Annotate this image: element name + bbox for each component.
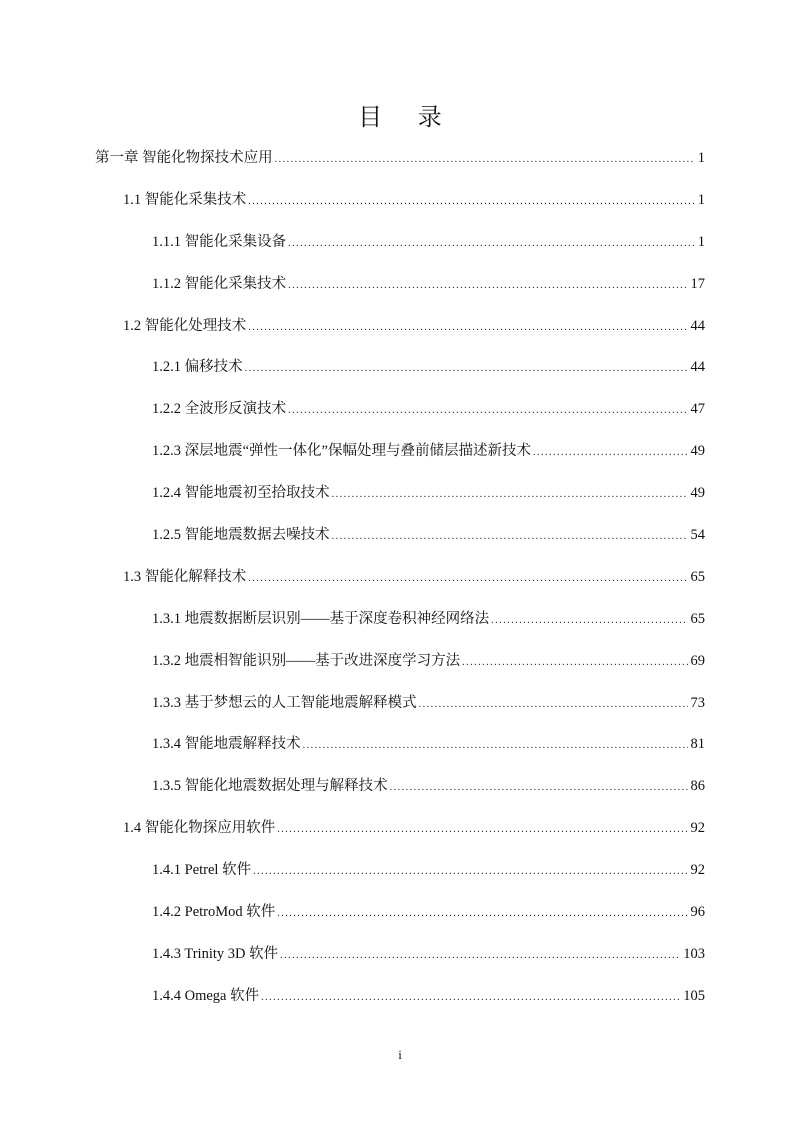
- toc-entry-label: 1.4.2 PetroMod 软件: [152, 904, 276, 921]
- toc-entry-label: 1.2.2 全波形反演技术: [152, 401, 287, 418]
- toc-dot-leader: [253, 851, 687, 893]
- toc-entry-label: 1.2 智能化处理技术: [123, 317, 247, 334]
- toc-entry-page: 1: [697, 191, 705, 208]
- toc-entry-label: 1.4.1 Petrel 软件: [152, 862, 252, 879]
- toc-dot-leader: [288, 223, 695, 265]
- toc-entry-page: 44: [690, 317, 705, 334]
- toc-dot-leader: [248, 181, 695, 223]
- toc-dot-leader: [245, 348, 688, 390]
- toc-entry-page: 92: [690, 820, 705, 837]
- toc-entry[interactable]: [0, 724, 800, 766]
- toc-entry-label: 1.1.1 智能化采集设备: [152, 233, 287, 250]
- toc-entry[interactable]: [0, 892, 800, 934]
- toc-entry[interactable]: [0, 138, 800, 180]
- toc-entry-page: 1: [697, 150, 705, 166]
- toc-entry-page: 65: [690, 568, 705, 585]
- toc-entry[interactable]: [0, 641, 800, 683]
- toc-entry-label: 1.1 智能化采集技术: [123, 191, 247, 208]
- toc-dot-leader: [288, 265, 687, 307]
- toc-entry-label: 1.2.5 智能地震数据去噪技术: [152, 527, 330, 544]
- toc-dot-leader: [533, 432, 688, 474]
- toc-entry[interactable]: [0, 515, 800, 557]
- toc-entry[interactable]: [0, 264, 800, 306]
- toc-entry-label: 1.3.5 智能化地震数据处理与解释技术: [152, 778, 388, 795]
- toc-entry-label: 第一章 智能化物探技术应用: [95, 150, 273, 166]
- toc-entry[interactable]: [0, 222, 800, 264]
- toc-entry-label: 1.3.1 地震数据断层识别——基于深度卷积神经网络法: [152, 610, 490, 627]
- toc-entry[interactable]: [0, 473, 800, 515]
- toc-dot-leader: [303, 725, 688, 767]
- toc-entry-page: 54: [690, 527, 705, 544]
- toc-entry[interactable]: [0, 976, 800, 1018]
- toc-entry-label: 1.4.4 Omega 软件: [152, 987, 260, 1004]
- toc-entry-label: 1.2.3 深层地震“弹性一体化”保幅处理与叠前储层描述新技术: [152, 443, 531, 460]
- toc-entry-label: 1.1.2 智能化采集技术: [152, 275, 287, 292]
- toc-entry-label: 1.3.2 地震相智能识别——基于改进深度学习方法: [152, 652, 461, 669]
- toc-entry-label: 1.4.3 Trinity 3D 软件: [152, 945, 279, 962]
- toc-dot-leader: [288, 390, 687, 432]
- toc-entry[interactable]: [0, 599, 800, 641]
- toc-entry-page: 81: [690, 736, 705, 753]
- toc-entry-page: 73: [690, 694, 705, 711]
- toc-dot-leader: [462, 642, 687, 684]
- toc-dot-leader: [332, 516, 688, 558]
- toc-entry[interactable]: [0, 808, 800, 850]
- toc-entry[interactable]: [0, 347, 800, 389]
- toc-entry-page: 69: [690, 652, 705, 669]
- toc-dot-leader: [390, 767, 688, 809]
- toc-entry-page: 65: [690, 610, 705, 627]
- toc-entry-label: 1.3.3 基于梦想云的人工智能地震解释模式: [152, 694, 417, 711]
- toc-dot-leader: [277, 809, 687, 851]
- toc-entry[interactable]: [0, 431, 800, 473]
- toc-entry[interactable]: [0, 306, 800, 348]
- toc-entry[interactable]: [0, 389, 800, 431]
- toc-entry-page: 17: [690, 275, 705, 292]
- toc-entry-page: 103: [683, 945, 705, 962]
- toc-entry-label: 1.3 智能化解释技术: [123, 568, 247, 585]
- toc-entry[interactable]: [0, 850, 800, 892]
- toc-entry[interactable]: [0, 180, 800, 222]
- toc-dot-leader: [280, 935, 680, 977]
- toc-entry-page: 49: [690, 443, 705, 460]
- page-title: 目 录: [358, 103, 456, 131]
- toc-dot-leader: [332, 474, 688, 516]
- toc-entry-page: 1: [697, 233, 705, 250]
- toc-entry-page: 86: [690, 778, 705, 795]
- toc-entry-page: 44: [690, 359, 705, 376]
- toc-entry-page: 92: [690, 862, 705, 879]
- toc-dot-leader: [261, 977, 680, 1019]
- toc-entry-label: 1.4 智能化物探应用软件: [123, 820, 276, 837]
- toc-dot-leader: [248, 307, 687, 349]
- toc-entry-page: 49: [690, 485, 705, 502]
- toc-entry-page: 96: [690, 904, 705, 921]
- toc-entry[interactable]: [0, 766, 800, 808]
- toc-dot-leader: [277, 893, 687, 935]
- toc-entry[interactable]: [0, 683, 800, 725]
- toc-dot-leader: [491, 600, 687, 642]
- toc-dot-leader: [419, 684, 688, 726]
- toc-entry-label: 1.3.4 智能地震解释技术: [152, 736, 301, 753]
- toc-entry-label: 1.2.1 偏移技术: [152, 359, 243, 376]
- footer-page-number: i: [398, 1047, 402, 1062]
- toc-dot-leader: [275, 139, 695, 181]
- toc-entry-page: 47: [690, 401, 705, 418]
- toc-entry-page: 105: [683, 987, 705, 1004]
- table-of-contents: [0, 138, 800, 1018]
- toc-entry[interactable]: [0, 934, 800, 976]
- toc-entry-label: 1.2.4 智能地震初至拾取技术: [152, 485, 330, 502]
- toc-dot-leader: [248, 558, 687, 600]
- toc-entry[interactable]: [0, 557, 800, 599]
